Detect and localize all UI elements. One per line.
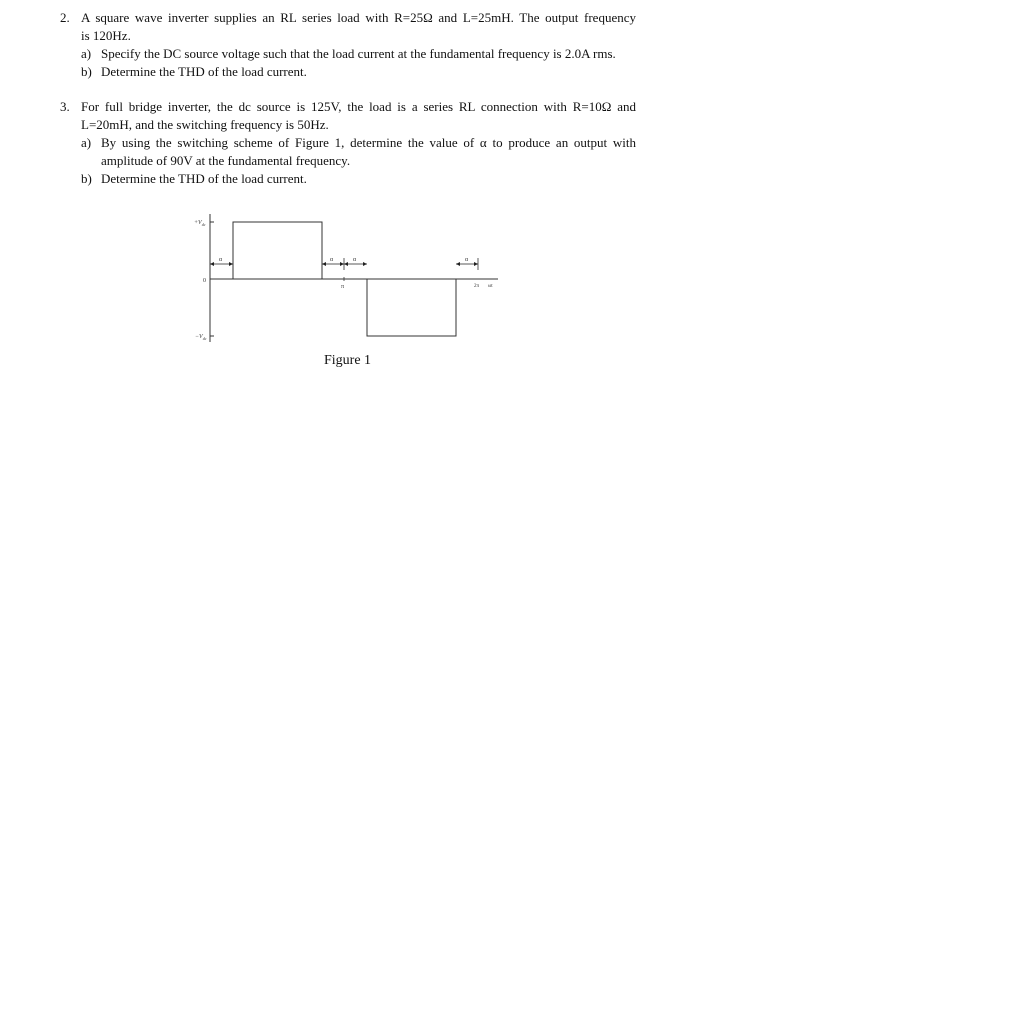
part-text: Determine the THD of the load current. <box>101 64 307 79</box>
positive-pulse <box>233 222 322 279</box>
problem-statement-line: A square wave inverter supplies an RL series load with R=25Ω and L=25mH. The output frequency <box>81 10 636 25</box>
problem-number: 3. <box>60 99 70 114</box>
alpha-label: α <box>330 257 334 263</box>
alpha-label: α <box>465 257 469 263</box>
part-text: By using the switching scheme of Figure 1, determine the value of α to produce an output with <box>101 135 636 150</box>
part-label: a) <box>81 135 92 150</box>
alpha-label: α <box>219 257 223 263</box>
problem-statement-line: For full bridge inverter, the dc source is 125V, the load is a series RL connection with R=10Ω and <box>81 99 636 114</box>
part-text: Determine the THD of the load current. <box>101 171 307 186</box>
part-label: a) <box>81 46 92 61</box>
pos-vdc-label: $+V_{dc}$ <box>194 220 206 227</box>
problem-3 <box>60 98 636 188</box>
figure-caption: Figure 1 <box>324 353 372 368</box>
pi-label: π <box>341 284 345 290</box>
omega-t-label: ωt <box>488 284 493 289</box>
neg-vdc-label: $-V_{dc}$ <box>195 334 207 341</box>
zero-label: 0 <box>203 278 206 284</box>
negative-pulse <box>367 279 456 336</box>
switching-waveform-figure <box>186 208 506 348</box>
part-text: Specify the DC source voltage such that the load current at the fundamental frequency is 2.0A rms. <box>101 46 616 61</box>
two-pi-label: 2π <box>474 284 480 289</box>
problem-statement-line: L=20mH, and the switching frequency is 50Hz. <box>81 117 329 132</box>
part-label: b) <box>81 171 92 186</box>
part-label: b) <box>81 64 92 79</box>
problem-number: 2. <box>60 10 70 25</box>
problem-statement-line: is 120Hz. <box>81 28 131 43</box>
alpha-label: α <box>353 257 357 263</box>
part-text: amplitude of 90V at the fundamental frequency. <box>101 153 351 168</box>
problem-2 <box>60 9 636 81</box>
